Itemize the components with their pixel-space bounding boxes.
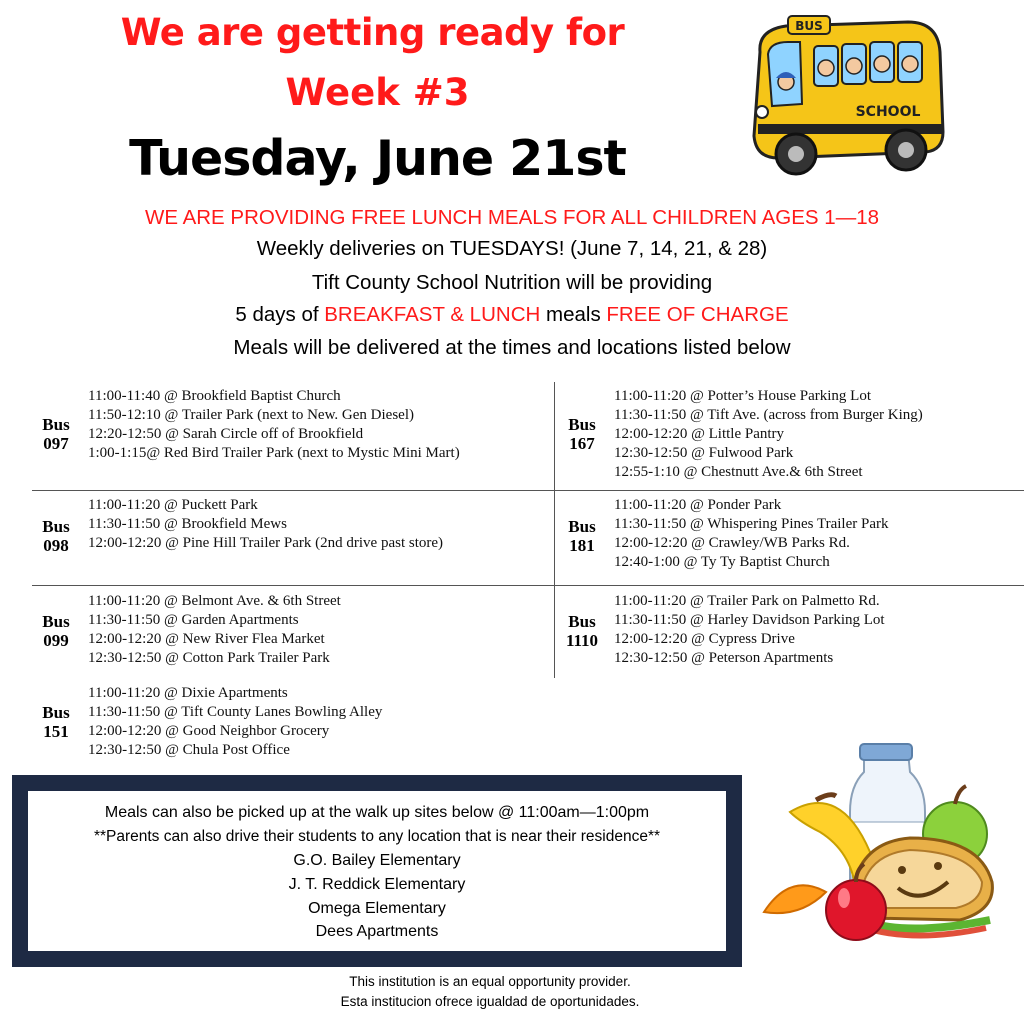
row-divider: [32, 585, 1024, 586]
delivery-note-text: Meals will be delivered at the times and locations listed below: [233, 336, 791, 359]
list-item: 12:55-1:10 @ Chestnutt Ave.& 6th Street: [614, 464, 863, 480]
bus-098-stops: [88, 496, 443, 553]
list-item: 12:30-12:50 @ Peterson Apartments: [614, 650, 834, 666]
bus-label-099: Bus 099: [42, 612, 70, 650]
bus-side-sign: SCHOOL: [855, 104, 921, 120]
list-item: 11:30-11:50 @ Tift Ave. (across from Burger King): [614, 407, 923, 423]
list-item: 1:00-1:15@ Red Bird Trailer Park (next to Mystic Mini Mart): [88, 445, 460, 461]
walkup-site-3: Omega Elementary: [308, 900, 446, 917]
list-item: 12:00-12:20 @ Good Neighbor Grocery: [88, 723, 330, 739]
list-item: 12:00-12:20 @ Cypress Drive: [614, 631, 795, 647]
list-item: 12:30-12:50 @ Chula Post Office: [88, 742, 290, 758]
lunch-food-icon: [764, 744, 992, 940]
list-item: 11:30-11:50 @ Tift County Lanes Bowling Alley: [88, 704, 383, 720]
walkup-site-4: Dees Apartments: [315, 923, 439, 940]
list-item: 12:00-12:20 @ Crawley/WB Parks Rd.: [614, 535, 850, 551]
meals-offer-free: FREE OF CHARGE: [606, 303, 789, 326]
bus-167-stops: [614, 387, 923, 482]
list-item: 12:40-1:00 @ Ty Ty Baptist Church: [614, 554, 830, 570]
list-item: 12:30-12:50 @ Fulwood Park: [614, 445, 794, 461]
bus-151-stops: [88, 684, 382, 760]
bus-097-stops: [88, 387, 460, 463]
bus-181-stops: [614, 496, 889, 572]
list-item: 11:30-11:50 @ Brookfield Mews: [88, 516, 287, 532]
meals-offer-type: BREAKFAST & LUNCH: [324, 303, 541, 326]
free-meals-notice: WE ARE PROVIDING FREE LUNCH MEALS FOR ALL CHILDREN AGES 1—18: [144, 206, 880, 229]
list-item: 12:20-12:50 @ Sarah Circle off of Brookfield: [88, 426, 364, 442]
provider-text: Tift County School Nutrition will be providing: [311, 271, 713, 294]
list-item: 11:30-11:50 @ Whispering Pines Trailer Park: [614, 516, 889, 532]
list-item: 11:00-11:20 @ Dixie Apartments: [88, 685, 288, 701]
list-item: 11:30-11:50 @ Harley Davidson Parking Lot: [614, 612, 885, 628]
bus-1110-stops: [614, 592, 885, 668]
lunch-food-illustration: [760, 742, 1000, 947]
list-item: 12:00-12:20 @ Pine Hill Trailer Park (2nd drive past store): [88, 535, 444, 551]
walkup-site-1: G.O. Bailey Elementary: [293, 852, 461, 869]
list-item: 11:00-11:40 @ Brookfield Baptist Church: [88, 388, 341, 404]
bus-label-1110: Bus 1110: [565, 612, 599, 650]
bus-label-181: Bus 181: [568, 517, 596, 555]
meals-offer-text: [0, 305, 1024, 326]
list-item: 12:00-12:20 @ Little Pantry: [614, 426, 785, 442]
headline-line-2: Week #3: [285, 71, 470, 114]
headline-line-1: We are getting ready for: [120, 11, 625, 54]
bus-label-167: Bus 167: [568, 415, 596, 453]
footer-english: This institution is an equal opportunity provider.: [349, 974, 631, 989]
meals-offer-mid: meals: [540, 303, 607, 326]
list-item: 11:50-12:10 @ Trailer Park (next to New. Gen Diesel): [88, 407, 414, 423]
weekly-deliveries-text: Weekly deliveries on TUESDAYS! (June 7, 14, 21, & 28): [256, 237, 768, 260]
list-item: 11:00-11:20 @ Trailer Park on Palmetto Rd.: [614, 593, 880, 609]
bus-label-097: Bus 097: [42, 415, 70, 453]
bus-label-098: Bus 098: [42, 517, 70, 555]
list-item: 11:00-11:20 @ Puckett Park: [88, 497, 258, 513]
list-item: 12:30-12:50 @ Cotton Park Trailer Park: [88, 650, 330, 666]
walkup-site-2: J. T. Reddick Elementary: [288, 876, 466, 893]
list-item: 11:00-11:20 @ Belmont Ave. & 6th Street: [88, 593, 341, 609]
list-item: 11:00-11:20 @ Ponder Park: [614, 497, 782, 513]
row-divider: [32, 490, 1024, 491]
bus-099-stops: [88, 592, 341, 668]
list-item: 11:30-11:50 @ Garden Apartments: [88, 612, 299, 628]
school-bus-icon: [754, 16, 944, 174]
school-bus-illustration: [738, 12, 948, 180]
meals-offer-prefix: 5 days of: [235, 303, 325, 326]
bus-label-151: Bus 151: [42, 703, 70, 741]
bus-roof-sign: BUS: [795, 19, 823, 33]
footer-spanish: Esta institucion ofrece igualdad de oportunidades.: [340, 994, 640, 1009]
walkup-sites-box: [28, 791, 726, 951]
list-item: 12:00-12:20 @ New River Flea Market: [88, 631, 325, 647]
list-item: 11:00-11:20 @ Potter’s House Parking Lot: [614, 388, 871, 404]
parents-note: **Parents can also drive their students to any location that is near their residence**: [93, 828, 661, 845]
column-divider: [554, 382, 555, 678]
walkup-sites-panel: [12, 775, 742, 967]
event-date: Tuesday, June 21st: [129, 130, 626, 187]
walkup-intro: Meals can also be picked up at the walk up sites below @ 11:00am—1:00pm: [104, 804, 650, 821]
